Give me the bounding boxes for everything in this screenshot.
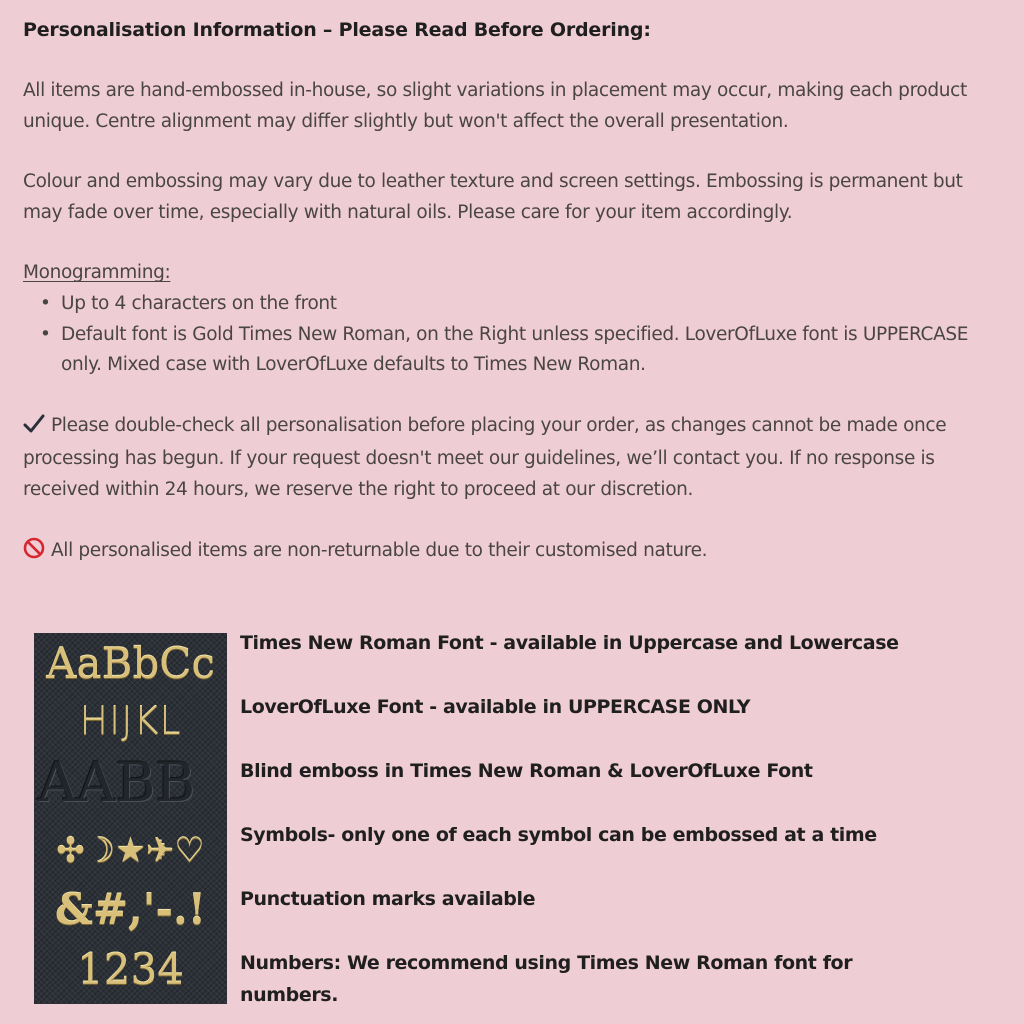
personalisation-info: [23, 14, 998, 569]
non-returnable-notice: [23, 536, 998, 570]
list-item: • Up to 4 characters on the front: [61, 289, 998, 320]
embossing-variation-paragraph: All items are hand-embossed in-house, so slight variations in placement may occur, making each product unique. Centre alignment may differ slightly but won't affect the overall presentation.: [23, 80, 967, 132]
option-times-new-roman: Times New Roman Font - available in Uppercase and Lowercase: [240, 632, 899, 654]
emboss-sample-image: [34, 633, 227, 1004]
non-returnable-text: All personalised items are non-returnable due to their customised nature.: [51, 539, 708, 561]
sample-times-mixed-case: AaBbCc: [46, 639, 215, 688]
option-symbols: Symbols- only one of each symbol can be embossed at a time: [240, 824, 877, 846]
font-options-section: [34, 633, 1004, 1008]
sample-blind-emboss: AABB: [37, 751, 196, 814]
prohibited-icon: [23, 537, 45, 570]
list-item: • Default font is Gold Times New Roman, on the Right unless specified. LoverOfLuxe font is UPPERCASE only. Mixed case with LoverOfLuxe defaults to Times New Roman.: [61, 320, 998, 381]
option-blind-emboss: Blind emboss in Times New Roman & LoverOfLuxe Font: [240, 760, 813, 782]
option-loverofluxe: LoverOfLuxe Font - available in UPPERCASE ONLY: [240, 696, 751, 718]
sample-loverofluxe-uppercase: HIJKL: [79, 699, 182, 743]
monogramming-list: [23, 289, 998, 381]
double-check-notice: [23, 411, 998, 506]
double-check-text: Please double-check all personalisation before placing your order, as changes cannot be made once processing has begun. If your request doesn't meet our guidelines, we’ll contact you. If no response is received within 24 hours, we reserve the right to proceed at our discretion.: [23, 414, 947, 500]
sample-numbers: 1234: [77, 945, 184, 994]
checkmark-icon: [23, 414, 45, 445]
option-punctuation: Punctuation marks available: [240, 888, 536, 910]
option-numbers: Numbers: We recommend using Times New Roman font for numbers.: [240, 952, 853, 1006]
colour-variation-paragraph: Colour and embossing may vary due to leather texture and screen settings. Embossing is permanent but may fade over time, especially with natural oils. Please care for your item accordingly.: [23, 171, 963, 223]
monogramming-title: Monogramming:: [23, 262, 171, 284]
page-title: Personalisation Information – Please Read Before Ordering:: [23, 19, 651, 41]
sample-punctuation: &#,'-.!: [54, 885, 207, 934]
sample-symbols: ✣☽★✈♡: [56, 831, 205, 871]
